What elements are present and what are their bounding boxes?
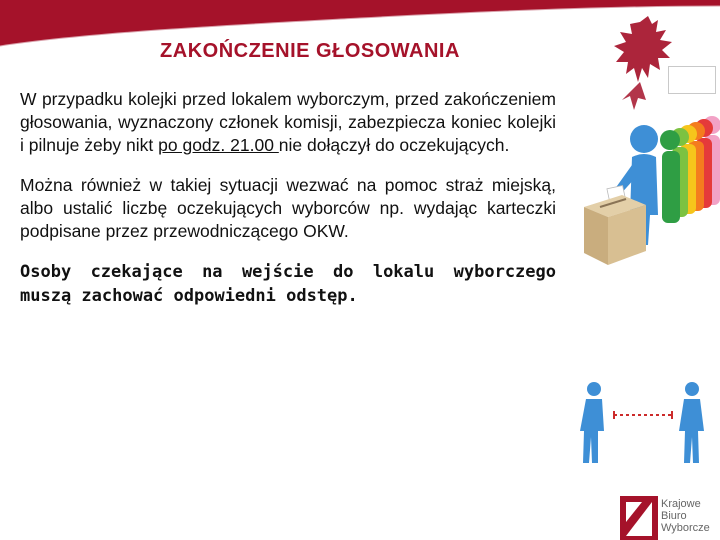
deadline-time: po godz. 21.00 — [158, 135, 279, 155]
side-box — [668, 66, 716, 94]
logo-line-1: Krajowe — [661, 498, 701, 510]
paragraph-queue-text: W przypadku kolejki przed lokalem wyborczym, przed zakończeniem głosowania, wyznaczony członek komisji, zabezpiecza koniec kolejki i pilnuje żeby nikt — [20, 89, 556, 155]
logo-line-3: Wyborcze — [661, 522, 710, 534]
ballot-queue-illustration-icon — [582, 95, 720, 270]
page-title: ZAKOŃCZENIE GŁOSOWANIA — [160, 40, 460, 62]
slide-content — [20, 88, 556, 308]
paragraph-queue-end: nie dołączył do oczekujących. — [278, 135, 510, 155]
logo-line-2: Biuro — [661, 510, 687, 522]
paragraph-help: Można również w takiej sytuacji wezwać na pomoc straż miejską, albo ustalić liczbę oczekujących wyborców np. wydając karteczki podpisane przez przewodniczącego OKW. — [20, 175, 556, 241]
kbw-logo-text — [661, 498, 710, 534]
paragraph-distance: Osoby czekające na wejście do lokalu wyborczego muszą zachować odpowiedni odstęp. — [20, 262, 556, 306]
social-distance-icon — [572, 375, 717, 470]
paragraph-queue — [20, 88, 556, 157]
